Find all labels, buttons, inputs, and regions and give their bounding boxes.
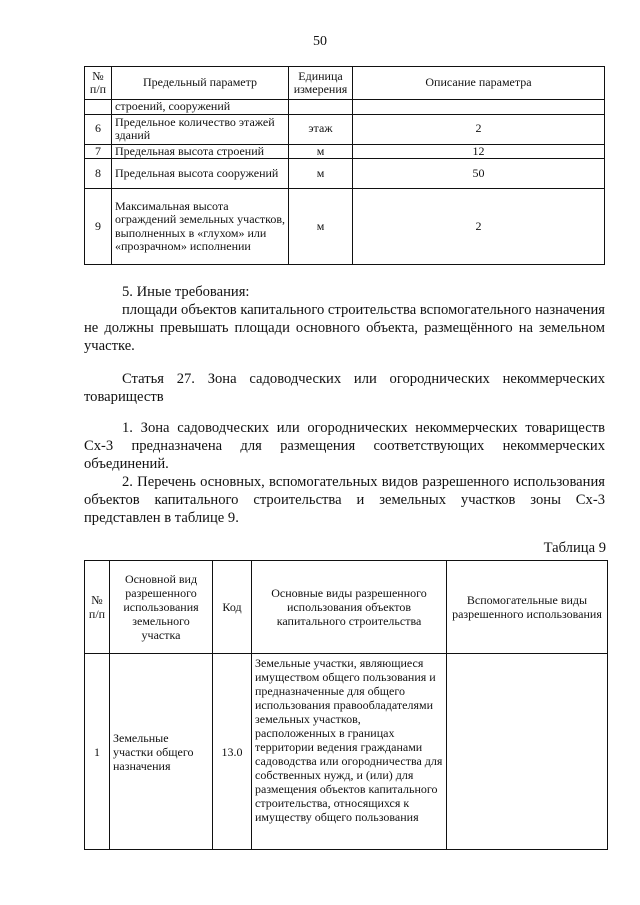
article-title: Статья 27. Зона садоводческих или огороднических некоммерческих товариществ	[84, 371, 605, 405]
header-num: № п/п	[85, 561, 110, 654]
header-code: Код	[213, 561, 252, 654]
table-row	[85, 144, 605, 159]
article-27-body	[84, 419, 605, 527]
cell-num: 9	[85, 189, 112, 265]
header-main-kind: Основной вид разрешенного использования земельного участка	[110, 561, 213, 654]
cell-unit: м	[289, 144, 353, 159]
cell-unit	[289, 100, 353, 115]
section-5-heading: 5. Иные требования:	[122, 284, 250, 300]
cell-param: Предельное количество этажей зданий	[112, 114, 289, 144]
table-header-row	[85, 561, 608, 654]
cell-desc	[353, 100, 605, 115]
article-paragraph-2: 2. Перечень основных, вспомогательных видов разрешенного использования объектов капитального строительства и земельных участков зоны Сх-3 представлен в таблице 9.	[84, 474, 605, 526]
article-paragraph-1: 1. Зона садоводческих или огороднических некоммерческих товариществ Сх-3 предназначена для размещения соответствующих некоммерческих объединений.	[84, 420, 605, 472]
cell-param: Предельная высота строений	[112, 144, 289, 159]
header-desc: Описание параметра	[353, 67, 605, 100]
article-27	[84, 370, 605, 406]
permitted-use-table	[84, 560, 608, 850]
section-5-text: площади объектов капитального строительства вспомогательного назначения не должны превышать площади основного объекта, размещённого на земельном участке.	[84, 302, 605, 354]
cell-code: 13.0	[213, 654, 252, 850]
cell-num: 8	[85, 159, 112, 189]
table-row	[85, 654, 608, 850]
header-unit: Единица измерения	[289, 67, 353, 100]
cell-num: 6	[85, 114, 112, 144]
header-aux: Вспомогательные виды разрешенного использования	[447, 561, 608, 654]
cell-unit: м	[289, 159, 353, 189]
table-header-row	[85, 67, 605, 100]
cell-unit: этаж	[289, 114, 353, 144]
cell-num	[85, 100, 112, 115]
header-param: Предельный параметр	[112, 67, 289, 100]
cell-num: 7	[85, 144, 112, 159]
table-label: Таблица 9	[543, 540, 606, 556]
cell-main-oks: Земельные участки, являющиеся имуществом общего пользования и предназначенные для общего использования правообладателями земельных участков, расположенных в границах территории ведения гражданами садоводства или огородничества для собственных нужд, и (или) для размещения объектов капитального строительства, относящихся к имуществу общего пользования	[252, 654, 447, 850]
cell-aux	[447, 654, 608, 850]
cell-num: 1	[85, 654, 110, 850]
header-num: № п/п	[85, 67, 112, 100]
cell-param: Максимальная высота ограждений земельных участков, выполненных в «глухом» или «прозрачном» исполнении	[112, 189, 289, 265]
parameters-table	[84, 66, 605, 265]
cell-param: строений, сооружений	[112, 100, 289, 115]
cell-param: Предельная высота сооружений	[112, 159, 289, 189]
table-row	[85, 189, 605, 265]
table-row	[85, 100, 605, 115]
cell-unit: м	[289, 189, 353, 265]
cell-desc: 50	[353, 159, 605, 189]
cell-desc: 2	[353, 189, 605, 265]
header-main-oks: Основные виды разрешенного использования объектов капитального строительства	[252, 561, 447, 654]
cell-desc: 12	[353, 144, 605, 159]
table-row	[85, 114, 605, 144]
section-5	[84, 283, 605, 355]
table-row	[85, 159, 605, 189]
cell-desc: 2	[353, 114, 605, 144]
cell-main-kind: Земельные участки общего назначения	[110, 654, 213, 850]
page-number: 50	[313, 34, 327, 49]
